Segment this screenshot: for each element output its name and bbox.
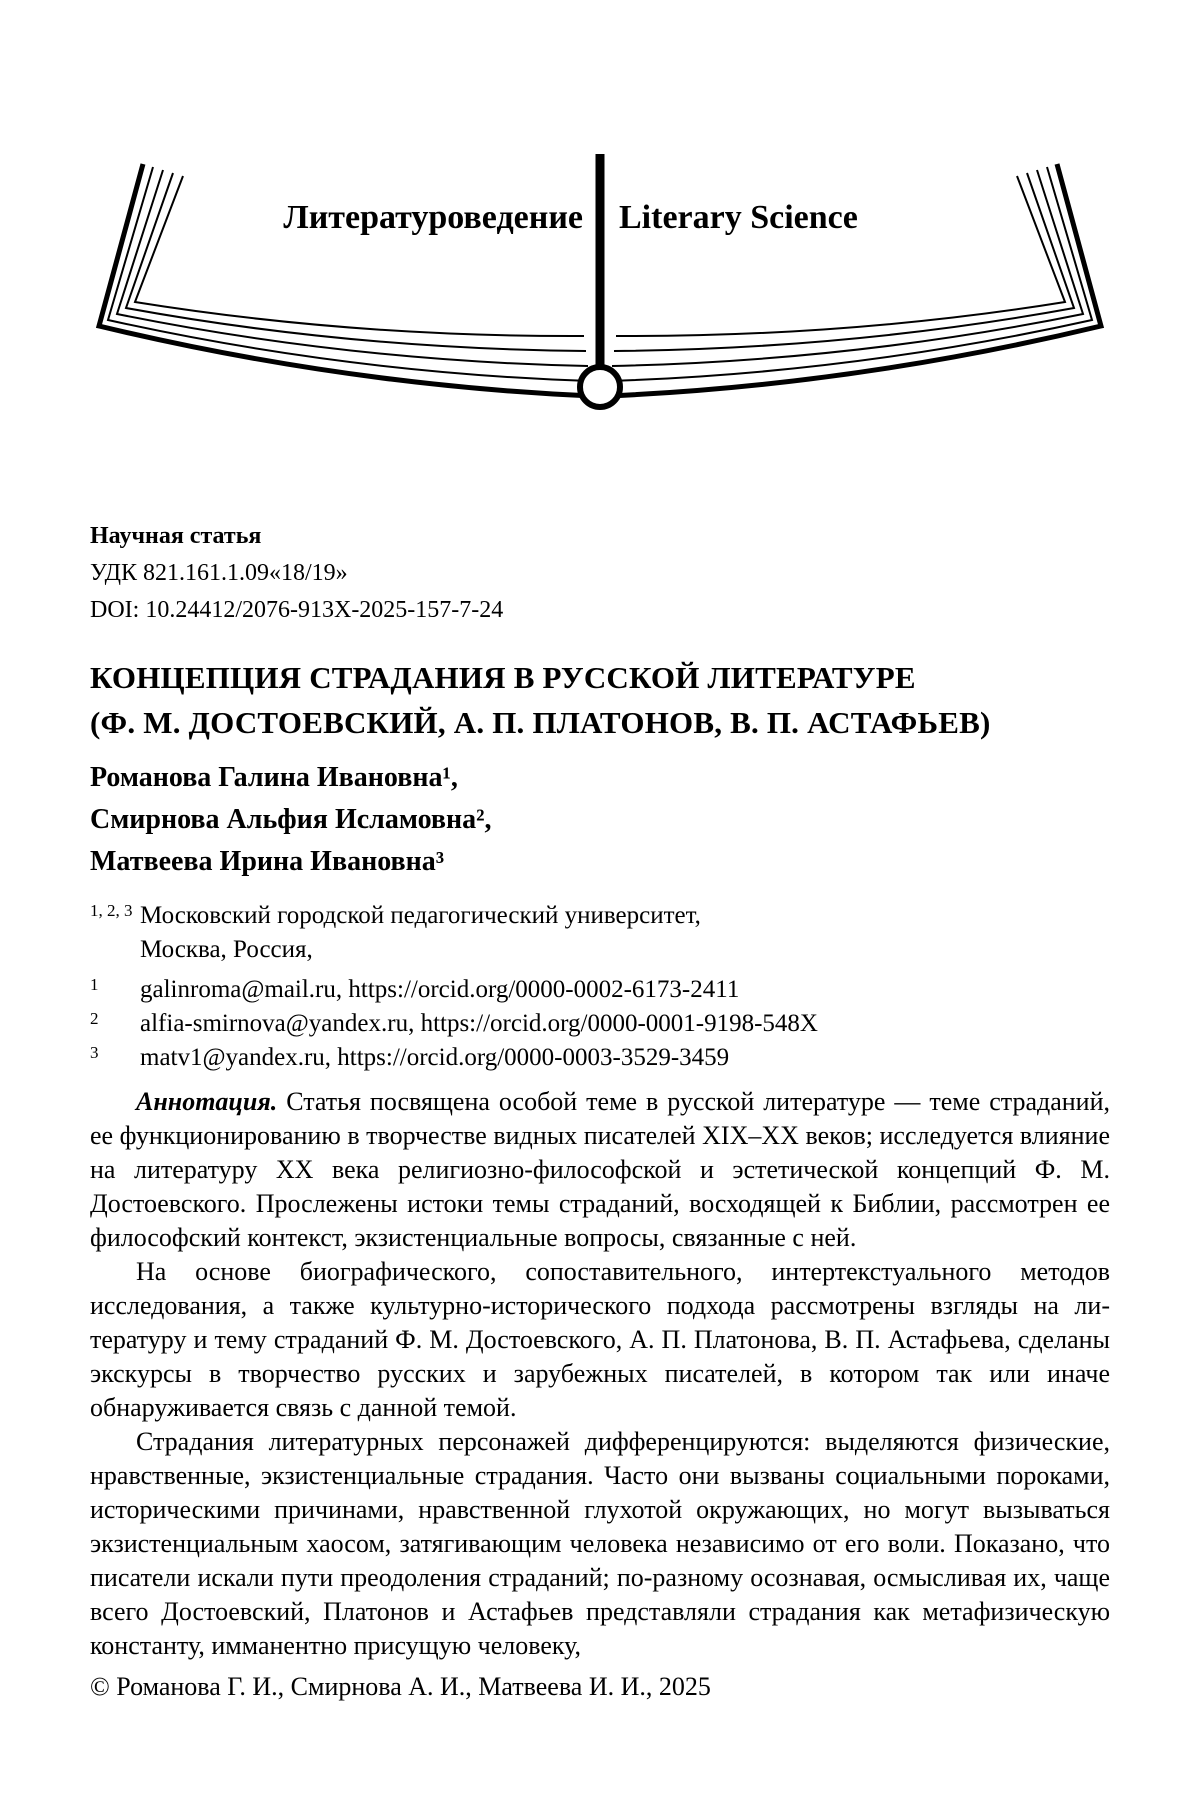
- article-title-line-1: КОНЦЕПЦИЯ СТРАДАНИЯ В РУССКОЙ ЛИТЕРАТУРЕ: [90, 660, 916, 695]
- abstract-paragraph: Страдания литературных персонажей дифференцируются: выделяются физические, нравственные, экзистенциальные страдания. Часто они вызваны социальными пороками, историческими причинами, нравственной глухотой окружающих, но могут вызываться экзистенциальным хаосом, затягивающим человека независимо от его воли. Показано, что писатели искали пути преодоления страданий; по-разному осознавая, осмысливая их, чаще всего Достоевский, Платонов и Астафьев представляли страдания как метафизическую константу, имманентно присущую человеку,: [90, 1427, 1110, 1660]
- copyright-line: © Романова Г. И., Смирнова А. И., Матвеева И. И., 2025: [90, 1672, 711, 1701]
- affiliation-text: Московский городской педагогический университет,: [140, 902, 701, 929]
- doi-number: DOI: 10.24412/2076-913X-2025-157-7-24: [90, 597, 504, 623]
- abstract-paragraph: [90, 1085, 1110, 1255]
- affiliation-marker: 1: [90, 975, 99, 994]
- affiliation-marker: [90, 928, 140, 962]
- article-type-label: Научная статья: [90, 523, 262, 549]
- affiliation-marker: 1, 2, 3: [90, 901, 133, 920]
- udc-number: УДК 821.161.1.09«18/19»: [90, 560, 348, 586]
- article-title: [90, 655, 1110, 745]
- authors-block: [90, 757, 1110, 883]
- affiliations-block: [90, 899, 1110, 1075]
- open-book-icon: [95, 150, 1105, 415]
- affiliation-row: [90, 1041, 1110, 1075]
- author-name: Смирнова Альфия Исламовна²,: [90, 804, 492, 835]
- article-meta: [90, 518, 1110, 629]
- affiliation-text: Москва, Россия,: [140, 936, 313, 963]
- affiliation-marker: 2: [90, 1009, 99, 1028]
- journal-logo: [95, 150, 1105, 415]
- affiliation-row: [90, 933, 1110, 967]
- affiliation-text: galinroma@mail.ru, https://orcid.org/0000-0002-6173-2411: [140, 976, 740, 1003]
- abstract-paragraph: На основе биографического, сопоставительного, интертекстуального методов исследования, а также культурно-исторического подхода рассмотрены взгляды на литературу и тему страданий Ф. М. Достоевского, А. П. Платонова, В. П. Астафьева, сделаны экскурсы в творчество русских и зарубежных писателей, в котором так или иначе обнаруживается связь с данной темой.: [90, 1257, 1110, 1422]
- affiliation-row: [90, 1007, 1110, 1041]
- author-name: Романова Галина Ивановна¹,: [90, 762, 458, 793]
- affiliation-text: matv1@yandex.ru, https://orcid.org/0000-0003-3529-3459: [140, 1044, 730, 1071]
- affiliation-row: [90, 973, 1110, 1007]
- abstract-label: Аннотация.: [136, 1087, 278, 1116]
- affiliation-text: alfia-smirnova@yandex.ru, https://orcid.org/0000-0001-9198-548X: [140, 1010, 818, 1037]
- abstract-block: [90, 1085, 1110, 1663]
- affiliation-row: [90, 899, 1110, 933]
- article-title-line-2: (Ф. М. ДОСТОЕВСКИЙ, А. П. ПЛАТОНОВ, В. П. АСТАФЬЕВ): [90, 705, 991, 740]
- journal-section-en: Literary Science: [619, 199, 858, 236]
- abstract-text: Статья посвящена особой теме в русской литературе — теме страданий, ее функционированию в творчестве видных писателей XIX–XX веков; исследуется влияние на литературу XX века религиозно-философской и эстетической концепций Ф. М. Достоевского. Прослежены истоки темы страданий, восходящей к Библии, рассмотрен ее философский контекст, экзистенциальные вопросы, связанные с ней.: [90, 1087, 1110, 1252]
- journal-section-ru: Литературоведение: [283, 199, 583, 236]
- author-name: Матвеева Ирина Ивановна³: [90, 846, 445, 877]
- affiliation-marker: 3: [90, 1043, 99, 1062]
